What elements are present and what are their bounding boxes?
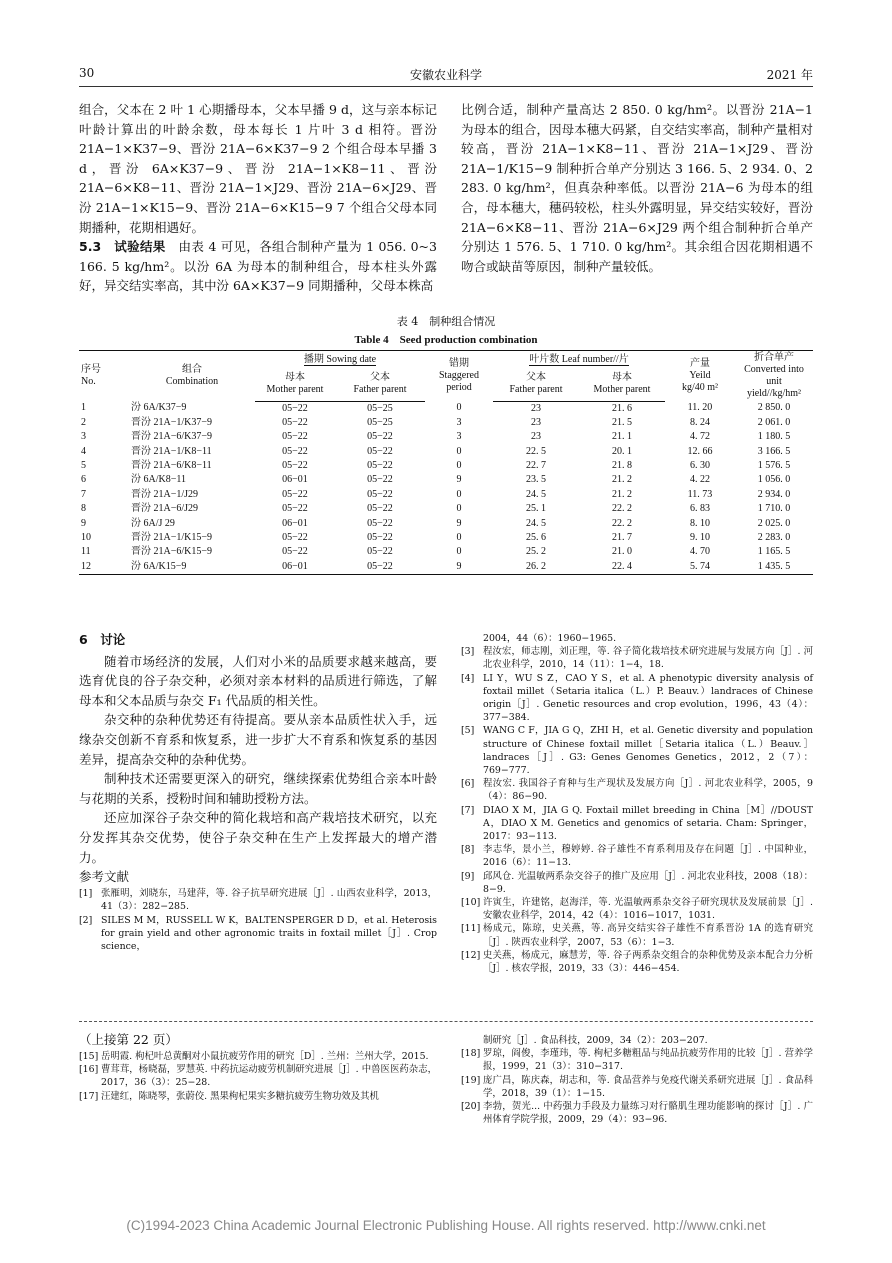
- cell-father-leaf: 24. 5: [526, 517, 546, 529]
- cell-yield: 11. 20: [687, 402, 713, 414]
- cell-staggered: 0: [456, 445, 462, 457]
- cell-converted-yield: 1 165. 5: [757, 546, 791, 558]
- cell-father-leaf: 22. 5: [526, 445, 546, 457]
- cell-staggered: 9: [456, 517, 462, 529]
- reference-number: [11]: [461, 923, 481, 935]
- header-no: 序号 No.: [79, 351, 129, 402]
- cell-converted-yield: 2 850. 0: [757, 402, 791, 414]
- cell-father-leaf: 25. 1: [526, 503, 546, 515]
- cell-father-leaf: 26. 2: [493, 560, 579, 575]
- reference-number: [6]: [461, 778, 475, 790]
- cell-converted-yield: 2 061. 0: [757, 416, 791, 428]
- header-yield: 产量 Yeild kg/40 m²: [665, 351, 735, 402]
- cell-converted-yield: 1 056. 0: [757, 474, 791, 486]
- cell-yield: 6. 30: [690, 459, 710, 471]
- cell-no: 3: [81, 431, 86, 443]
- reference-number: [19]: [461, 1074, 481, 1086]
- cell-father-date: 05−22: [367, 531, 393, 543]
- cell-mother-leaf: 22. 2: [612, 517, 632, 529]
- reference-text: 许寅生，许建铭，赵海洋，等. 光温敏两系杂交谷子研究现状及发展前景［J］. 安徽农业科学，2014，42（4）：1016−1017，1031.: [483, 897, 813, 922]
- cell-mother-leaf: 21. 1: [612, 431, 632, 443]
- reference-text: 张雁明，刘晓东，马建萍，等. 谷子抗旱研究进展［J］. 山西农业科学，2013，41（3）：282−285.: [101, 888, 437, 913]
- cell-combination: 汾 6A/K37−9: [131, 402, 187, 414]
- reference-text: 曹茸茸，杨晓磊，罗慧英. 中药抗运动疲劳机制研究进展［J］. 中兽医医药杂志，2017，36（3）：25−28.: [101, 1064, 437, 1089]
- cell-combination: 晋汾 21A−1/K8−11: [131, 445, 212, 457]
- cell-father-leaf: 23: [531, 416, 541, 428]
- cell-mother-date: 05−22: [282, 416, 308, 428]
- reference-number: [18]: [461, 1048, 481, 1060]
- cell-staggered: 0: [456, 459, 462, 471]
- cell-converted-yield: 1 435. 5: [735, 560, 813, 575]
- cell-yield: 4. 72: [690, 431, 710, 443]
- cell-father-leaf: 23. 5: [526, 474, 546, 486]
- cell-no: 7: [81, 488, 86, 500]
- reference-number: [1]: [79, 888, 93, 900]
- reference-number: [15]: [79, 1051, 99, 1062]
- reference-item: [461, 870, 813, 896]
- references-heading: 参考文献: [79, 869, 130, 885]
- paragraph-results: [79, 237, 437, 296]
- cell-mother-leaf: 21. 0: [612, 546, 632, 558]
- reference-item: [79, 914, 437, 954]
- reference-text: 程汝宏. 我国谷子育种与生产现状及发展方向［J］. 河北农业科学，2005，9（4）：86−90.: [483, 778, 813, 803]
- cell-staggered: 9: [456, 474, 462, 486]
- cell-father-date: 05−22: [367, 474, 393, 486]
- reference-text: LI Y，WU S Z，CAO Y S，et al. A phenotypic diversity analysis of foxtail millet（Setaria italica（L.）P. Beauv.）landraces of Chinese origin［J］. Genetic resources and crop evolution，1996，43（4）：377−384.: [483, 672, 813, 724]
- cell-mother-date: 05−22: [282, 402, 308, 414]
- reference-item: [461, 896, 813, 922]
- cell-father-date: 05−25: [367, 416, 393, 428]
- cell-converted-yield: 1 180. 5: [757, 431, 791, 443]
- cell-staggered: 3: [456, 431, 462, 443]
- table-row: [79, 444, 813, 458]
- reference-item: [461, 949, 813, 975]
- header-sowing-date: 播期 Sowing date: [255, 351, 425, 369]
- table-row: [79, 560, 813, 575]
- copyright-footer: (C)1994-2023 China Academic Journal Electronic Publishing House. All rights reserved. http://www.cnki.net: [126, 1218, 766, 1233]
- reference-text: 岳明霞. 枸杞叶总黄酮对小鼠抗疲劳作用的研究［D］. 兰州：兰州大学，2015.: [101, 1051, 429, 1062]
- reference-text: 2004，44（6）：1960−1965.: [483, 633, 617, 644]
- reference-text: 邱风仓. 光温敏两系杂交谷子的推广及应用［J］. 河北农业科技，2008（18）：8−9.: [483, 870, 813, 895]
- reference-number: [10]: [461, 897, 481, 909]
- cell-converted-yield: 2 934. 0: [757, 488, 791, 500]
- reference-text: 庞广昌，陈庆森，胡志和，等. 食品营养与免疫代谢关系研究进展［J］. 食品科学，2018，39（1）：1−15.: [483, 1074, 813, 1099]
- cell-father-date: 05−22: [367, 431, 393, 443]
- reference-list-left: [79, 887, 437, 953]
- continued-label: （上接第 22 页）: [79, 1032, 178, 1047]
- cell-mother-leaf: 20. 1: [612, 445, 632, 457]
- header-father-date: 父本 Father parent: [335, 368, 425, 401]
- reference-number: [12]: [461, 949, 481, 961]
- cell-staggered: 0: [456, 503, 462, 515]
- continuation-divider: [79, 1021, 813, 1022]
- cell-no: 4: [81, 445, 86, 457]
- cell-mother-leaf: 21. 8: [612, 459, 632, 471]
- continued-reference-list-right: [461, 1034, 813, 1126]
- cell-combination: 晋汾 21A−6/J29: [131, 503, 199, 515]
- reference-number: [5]: [461, 725, 475, 737]
- header-leaf-number: 叶片数 Leaf number//片: [493, 351, 665, 369]
- cell-mother-date: 05−22: [282, 459, 308, 471]
- cell-staggered: 9: [425, 560, 493, 575]
- table-row: [79, 430, 813, 444]
- cell-no: 5: [81, 459, 86, 471]
- paragraph-sowing: 组合，父本在 2 叶 1 心期播母本，父本早播 9 d，这与亲本标记叶龄计算出的叶龄余数，母本每长 1 片叶 3 d 相符。晋汾 21A−1×K37−9、晋汾 21A−6×K37−9 2 个组合母本早播 3 d，晋汾 6A×K37−9、晋汾 21A−1×K8−11、晋汾 21A−6×K8−11、晋汾 21A−1×J29、晋汾 21A−6×J29、晋汾 21A−1×K15−9、晋汾 21A−6×K15−9 7 个组合父母本同期播种，花期相遇好。: [79, 102, 437, 235]
- cell-father-date: 05−22: [367, 445, 393, 457]
- cell-father-date: 05−22: [367, 546, 393, 558]
- cell-mother-date: 05−22: [282, 488, 308, 500]
- publication-year: 2021 年: [766, 68, 813, 82]
- reference-text: 史关燕，杨成元，麻慧芳，等. 谷子两系杂交组合的杂种优势及亲本配合力分析［J］. 核农学报，2019，33（3）：446−454.: [483, 949, 813, 975]
- cell-mother-date: 05−22: [282, 531, 308, 543]
- reference-text: 李勃，贺光... 中药强力手段及力量练习对行骼肌生理功能影响的探讨［J］. 广州体育学院学报，2009，29（4）：93−96.: [483, 1101, 813, 1126]
- reference-list-right: [461, 632, 813, 975]
- cell-no: 10: [81, 531, 91, 543]
- results-text: 由表 4 可见，各组合制种产量为 1 056. 0~3 166. 5 kg/hm²。以汾 6A 为母本的制种组合，母本柱头外露好，异交结实率高，其中汾 6A×K37−9 同期播种，父母本株高: [79, 239, 437, 294]
- cell-mother-date: 06−01: [255, 560, 335, 575]
- reference-item: [79, 1050, 437, 1063]
- section-heading-6: 6 讨论: [79, 632, 126, 647]
- header-rule: [79, 86, 813, 87]
- cell-combination: 晋汾 21A−6/K15−9: [131, 546, 213, 558]
- section-heading-5-3: 5.3 试验结果: [79, 239, 166, 255]
- cell-mother-leaf: 22. 2: [612, 503, 632, 515]
- reference-item: [79, 1090, 437, 1103]
- reference-text: 汪建红，陈晓琴，张蔚佼. 黑果枸杞果实多糖抗疲劳生物功效及其机: [101, 1090, 379, 1102]
- cell-staggered: 0: [456, 402, 462, 414]
- cell-converted-yield: 2 025. 0: [757, 517, 791, 529]
- reference-item: [461, 922, 813, 948]
- reference-item: [79, 1063, 437, 1089]
- cell-yield: 6. 83: [690, 503, 710, 515]
- cell-yield: 4. 22: [690, 474, 710, 486]
- reference-item: [461, 1034, 813, 1047]
- seed-production-table: [79, 350, 813, 575]
- reference-item: [461, 1047, 813, 1073]
- reference-item: [461, 645, 813, 671]
- discussion-paragraph-1: 随着市场经济的发展，人们对小米的品质要求越来越高，要选育优良的谷子杂交种，必须对亲本材料的品质进行筛选，了解母本和父本品质与杂交 F₁ 代品质的相关性。: [79, 653, 437, 708]
- cell-father-date: 05−22: [367, 459, 393, 471]
- cell-combination: 晋汾 21A−6/K37−9: [131, 431, 213, 443]
- page-number: 30: [79, 66, 95, 80]
- cell-mother-date: 06−01: [282, 474, 308, 486]
- discussion-column-left: [79, 630, 437, 953]
- cell-no: 12: [79, 560, 129, 575]
- reference-text: DIAO X M，JIA G Q. Foxtail millet breeding in China［M］//DOUST A，DIAO X M. Genetics and genomics of setaria. Cham: Springer，2017：93−113.: [483, 804, 813, 843]
- paragraph-results-continued: 比例合适，制种产量高达 2 850. 0 kg/hm²。以晋汾 21A−1 为母本的组合，因母本穗大码紧，自交结实率高，制种产量相对较高，晋汾 21A−1×K8−11、晋汾 21A−1×J29、晋汾 21A−1/K15−9 制种折合单产分别达 3 166. 5、2 934. 0、2 283. 0 kg/hm²，但真杂种率低。以晋汾 21A−6 为母本的组合，母本穗大，穗码较松，柱头外露明显，异交结实较好，晋汾 21A−6×K8−11、晋汾 21A−6×J29 两个组合制种折合单产分别达 1 576. 5、1 710. 0 kg/hm²。其余组合因花期相遇不吻合或缺苗等原因，制种产量较低。: [461, 102, 813, 274]
- header-combination: 组合 Combination: [129, 351, 255, 402]
- cell-mother-date: 05−22: [282, 503, 308, 515]
- cell-no: 8: [81, 503, 86, 515]
- table-row: [79, 531, 813, 545]
- cell-combination: 晋汾 21A−1/J29: [131, 488, 199, 500]
- journal-name: 安徽农业科学: [409, 68, 482, 82]
- cell-father-date: 05−22: [335, 560, 425, 575]
- cell-no: 2: [81, 416, 86, 428]
- cell-father-leaf: 23: [531, 402, 541, 414]
- cell-father-leaf: 23: [531, 431, 541, 443]
- cell-converted-yield: 1 710. 0: [757, 503, 791, 515]
- cell-mother-date: 06−01: [282, 517, 308, 529]
- reference-number: [4]: [461, 672, 475, 684]
- cell-yield: 8. 10: [690, 517, 710, 529]
- reference-item: [461, 672, 813, 725]
- cell-father-leaf: 22. 7: [526, 459, 546, 471]
- continued-reference-list-left: [79, 1050, 437, 1103]
- cell-mother-leaf: 21. 7: [612, 531, 632, 543]
- cell-yield: 12. 66: [687, 445, 713, 457]
- reference-number: [2]: [79, 914, 93, 926]
- cell-staggered: 3: [456, 416, 462, 428]
- cell-converted-yield: 2 283. 0: [757, 531, 791, 543]
- cell-converted-yield: 3 166. 5: [757, 445, 791, 457]
- table-row: [79, 473, 813, 487]
- running-header: [79, 66, 813, 84]
- table-row: [79, 459, 813, 473]
- cell-combination: 晋汾 21A−1/K37−9: [131, 416, 213, 428]
- reference-number: [9]: [461, 870, 475, 882]
- continued-column-right: [461, 1034, 813, 1126]
- reference-text: 杨成元，陈琼，史关燕，等. 高异交结实谷子雄性不育系晋汾 1A 的选育研究［J］. 陕西农业科学，2007，53（6）：1−3.: [483, 923, 813, 948]
- discussion-paragraph-3: 制种技术还需要更深入的研究，继续探索优势组合亲本叶龄与花期的关系，授粉时间和辅助授粉方法。: [79, 771, 437, 806]
- body-column-left: [79, 100, 437, 296]
- body-column-right: [461, 100, 813, 276]
- references-column-right: [461, 632, 813, 975]
- table-row: [79, 516, 813, 530]
- reference-text: 李志华，景小兰，穆婷婷. 谷子雄性不育系利用及存在问题［J］. 中国种业，2016（6）：11−13.: [483, 844, 813, 869]
- cell-father-date: 05−22: [367, 503, 393, 515]
- reference-item: [461, 1100, 813, 1126]
- cell-mother-leaf: 21. 2: [612, 474, 632, 486]
- header-converted-yield: 折合单产 Converted into unit yield//kg/hm²: [735, 351, 813, 402]
- cell-no: 6: [81, 474, 86, 486]
- reference-item: [79, 887, 437, 913]
- cell-father-date: 05−22: [367, 488, 393, 500]
- header-staggered-period: 错期 Staggered period: [425, 351, 493, 402]
- discussion-paragraph-4: 还应加深谷子杂交种的简化栽培和高产栽培技术研究，以充分发挥其杂交优势，使谷子杂交种在生产上发挥最大的增产潜力。: [79, 810, 437, 865]
- table-row: [79, 488, 813, 502]
- reference-number: [20]: [461, 1101, 481, 1113]
- table-row: [79, 502, 813, 516]
- header-mother-leaf: 母本 Mother parent: [579, 368, 665, 401]
- cell-staggered: 0: [456, 488, 462, 500]
- cell-mother-leaf: 21. 6: [612, 402, 632, 414]
- cell-staggered: 0: [456, 531, 462, 543]
- cell-no: 1: [81, 402, 86, 414]
- reference-item: [461, 724, 813, 777]
- reference-text: 制研究［J］. 食品科技，2009，34（2）：203−207.: [483, 1035, 708, 1046]
- cell-mother-date: 05−22: [282, 431, 308, 443]
- cell-yield: 9. 10: [690, 531, 710, 543]
- header-mother-date: 母本 Mother parent: [255, 368, 335, 401]
- reference-item: [461, 1074, 813, 1100]
- cell-mother-leaf: 22. 4: [579, 560, 665, 575]
- cell-combination: 晋汾 21A−6/K8−11: [131, 459, 212, 471]
- cell-mother-leaf: 21. 2: [612, 488, 632, 500]
- cell-combination: 晋汾 21A−1/K15−9: [131, 531, 213, 543]
- cell-no: 11: [81, 546, 91, 558]
- cell-mother-date: 05−22: [282, 445, 308, 457]
- cell-father-leaf: 25. 6: [526, 531, 546, 543]
- reference-text: SILES M M，RUSSELL W K，BALTENSPERGER D D，et al. Heterosis for grain yield and other agronomic traits in foxtail millet［J］. Crop science，: [101, 914, 437, 952]
- cell-father-leaf: 24. 5: [526, 488, 546, 500]
- cell-combination: 汾 6A/K8−11: [131, 474, 186, 486]
- cell-combination: 汾 6A/J 29: [131, 517, 175, 529]
- cell-yield: 11. 73: [687, 488, 713, 500]
- cell-yield: 5. 74: [665, 560, 735, 575]
- header-father-leaf: 父本 Father parent: [493, 368, 579, 401]
- table-row: [79, 416, 813, 430]
- cell-mother-date: 05−22: [282, 546, 308, 558]
- continued-column-left: [79, 1030, 437, 1103]
- reference-text: 罗琼，阎俊，李瑾玮，等. 枸杞多糖粗品与纯品抗疲劳作用的比较［J］. 营养学报，1999，21（3）：310−317.: [483, 1048, 813, 1073]
- reference-item: [461, 843, 813, 869]
- reference-number: [8]: [461, 844, 475, 856]
- cell-combination: 汾 6A/K15−9: [129, 560, 255, 575]
- reference-text: WANG C F，JIA G Q，ZHI H，et al. Genetic diversity and population structure of Chinese foxtail millet［Setaria italica（L.）Beauv.］landraces［J］. G3: Genes Genomes Genetics，2012，2（7）：769−777.: [483, 725, 813, 777]
- cell-father-date: 05−22: [367, 517, 393, 529]
- discussion-paragraph-2: 杂交种的杂种优势还有待提高。要从亲本品质性状入手，远缘杂交创新不育系和恢复系，进一步扩大不育系和恢复系的基因差异，提高杂交种的杂种优势。: [79, 712, 437, 767]
- table-row: [79, 545, 813, 559]
- reference-number: [17]: [79, 1090, 99, 1102]
- reference-text: 程汝宏，师志刚，刘正理，等. 谷子简化栽培技术研究进展与发展方向［J］. 河北农业科学，2010，14（11）：1−4，18.: [483, 646, 813, 671]
- cell-converted-yield: 1 576. 5: [757, 459, 791, 471]
- cell-father-leaf: 25. 2: [526, 546, 546, 558]
- cell-yield: 4. 70: [690, 546, 710, 558]
- reference-item: [461, 804, 813, 844]
- table-caption-en: Table 4 Seed production combination: [354, 334, 538, 346]
- cell-yield: 8. 24: [690, 416, 710, 428]
- cell-no: 9: [81, 517, 86, 529]
- reference-number: [7]: [461, 804, 475, 816]
- cell-mother-leaf: 21. 5: [612, 416, 632, 428]
- table-row: [79, 401, 813, 416]
- table-caption-cn: 表 4 制种组合情况: [396, 315, 496, 328]
- reference-item: [461, 632, 813, 645]
- reference-number: [3]: [461, 646, 475, 658]
- reference-number: [16]: [79, 1064, 99, 1076]
- cell-father-date: 05−25: [367, 402, 393, 414]
- cell-staggered: 0: [456, 546, 462, 558]
- reference-item: [461, 777, 813, 803]
